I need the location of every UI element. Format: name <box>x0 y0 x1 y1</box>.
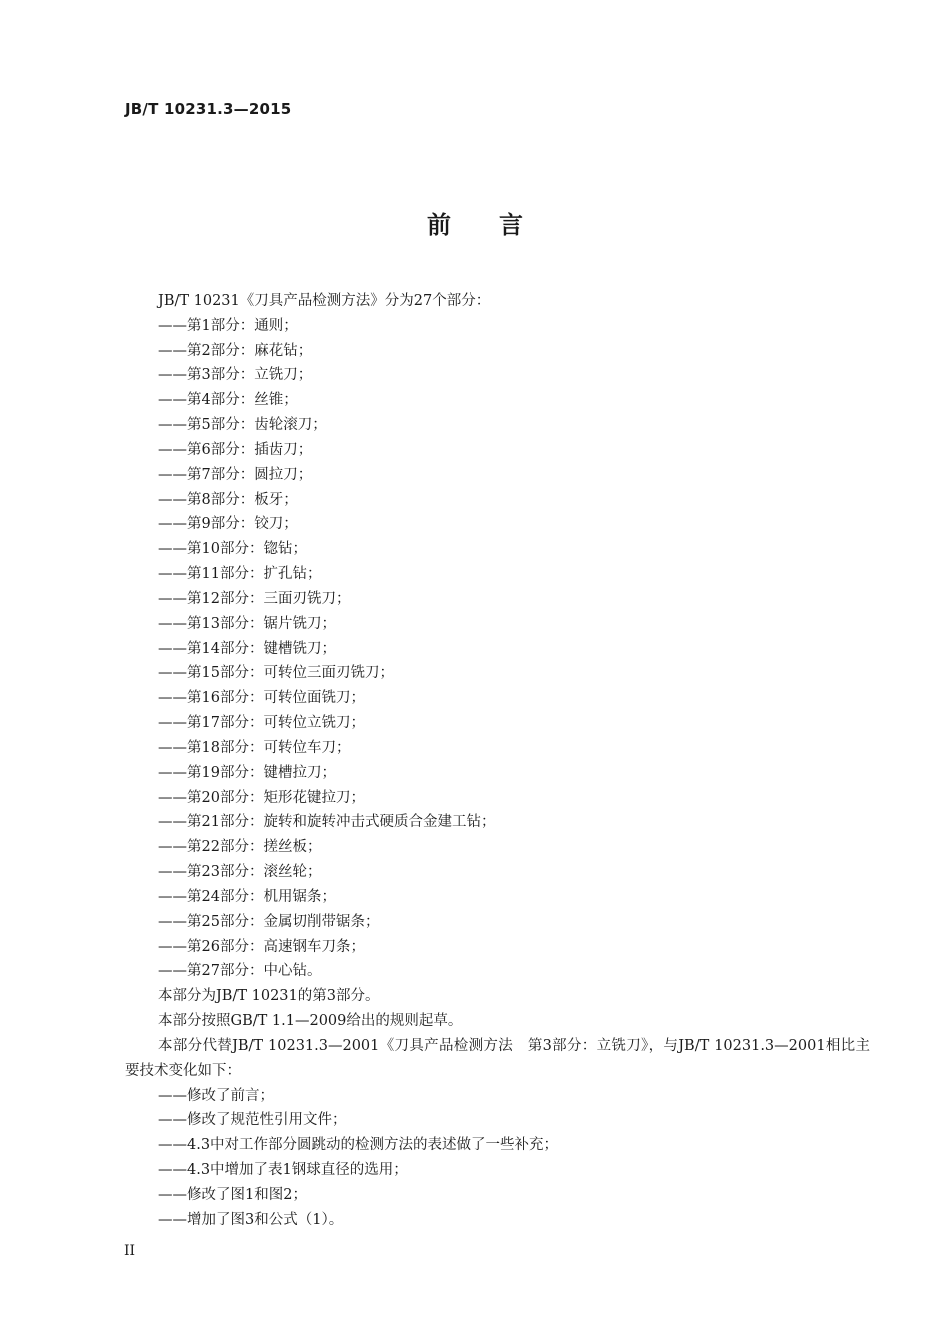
list-item: ——第16部分：可转位面铣刀； <box>158 690 365 707</box>
list-item: ——第1部分：通则； <box>158 317 298 334</box>
replacement-paragraph: 本部分代替JB/T 10231.3—2001《刀具产品检测方法 第3部分：立铣刀》，与JB/T 10231.3—2001相比主要技术变化如下： <box>125 1037 870 1079</box>
list-item: ——第13部分：锯片铣刀； <box>158 615 336 632</box>
list-item: ——第14部分：键槽铣刀； <box>158 640 336 657</box>
changes-list <box>125 1084 870 1233</box>
statement-part-number: 本部分为JB/T 10231的第3部分。 <box>158 988 380 1005</box>
list-item: ——第7部分：圆拉刀； <box>158 466 313 483</box>
list-item: ——第18部分：可转位车刀； <box>158 739 351 756</box>
list-item: ——第5部分：齿轮滚刀； <box>158 417 327 434</box>
page-number: II <box>124 1243 136 1259</box>
list-item: ——第9部分：铰刀； <box>158 516 298 533</box>
list-item: ——第20部分：矩形花键拉刀； <box>158 789 365 806</box>
list-item: ——第12部分：三面刃铣刀； <box>158 590 351 607</box>
list-item: ——修改了规范性引用文件； <box>158 1112 347 1129</box>
list-item: ——修改了前言； <box>158 1087 274 1104</box>
list-item: ——第25部分：金属切削带锯条； <box>158 913 380 930</box>
list-item: ——增加了图3和公式（1）。 <box>158 1211 344 1228</box>
document-code: JB/T 10231.3—2015 <box>125 100 292 118</box>
list-item: ——第10部分：锪钻； <box>158 541 307 558</box>
list-item: ——第27部分：中心钻。 <box>158 963 322 980</box>
document-body <box>125 289 870 1232</box>
page-title: 前言 <box>427 211 571 239</box>
list-item: ——4.3中增加了表1钢球直径的选用； <box>158 1161 408 1178</box>
list-item: ——第11部分：扩孔钻； <box>158 566 322 583</box>
statement-drafting-rules: 本部分按照GB/T 1.1—2009给出的规则起草。 <box>158 1013 463 1030</box>
list-item: ——第23部分：滚丝轮； <box>158 864 322 881</box>
list-item: ——第8部分：板牙； <box>158 491 298 508</box>
list-item: ——第2部分：麻花钻； <box>158 342 313 359</box>
list-item: ——第24部分：机用锯条； <box>158 888 336 905</box>
list-item: ——第15部分：可转位三面刃铣刀； <box>158 665 394 682</box>
list-item: ——第3部分：立铣刀； <box>158 367 313 384</box>
list-item: ——第21部分：旋转和旋转冲击式硬质合金建工钻； <box>158 814 496 831</box>
parts-list <box>125 314 870 984</box>
list-item: ——第26部分：高速钢车刀条； <box>158 938 365 955</box>
list-item: ——修改了图1和图2； <box>158 1186 307 1203</box>
intro-line: JB/T 10231《刀具产品检测方法》分为27个部分： <box>158 293 491 309</box>
list-item: ——第6部分：插齿刀； <box>158 441 313 458</box>
list-item: ——4.3中对工作部分圆跳动的检测方法的表述做了一些补充； <box>158 1137 559 1154</box>
list-item: ——第19部分：键槽拉刀； <box>158 764 336 781</box>
list-item: ——第4部分：丝锥； <box>158 392 298 409</box>
list-item: ——第22部分：搓丝板； <box>158 839 322 856</box>
list-item: ——第17部分：可转位立铣刀； <box>158 715 365 732</box>
